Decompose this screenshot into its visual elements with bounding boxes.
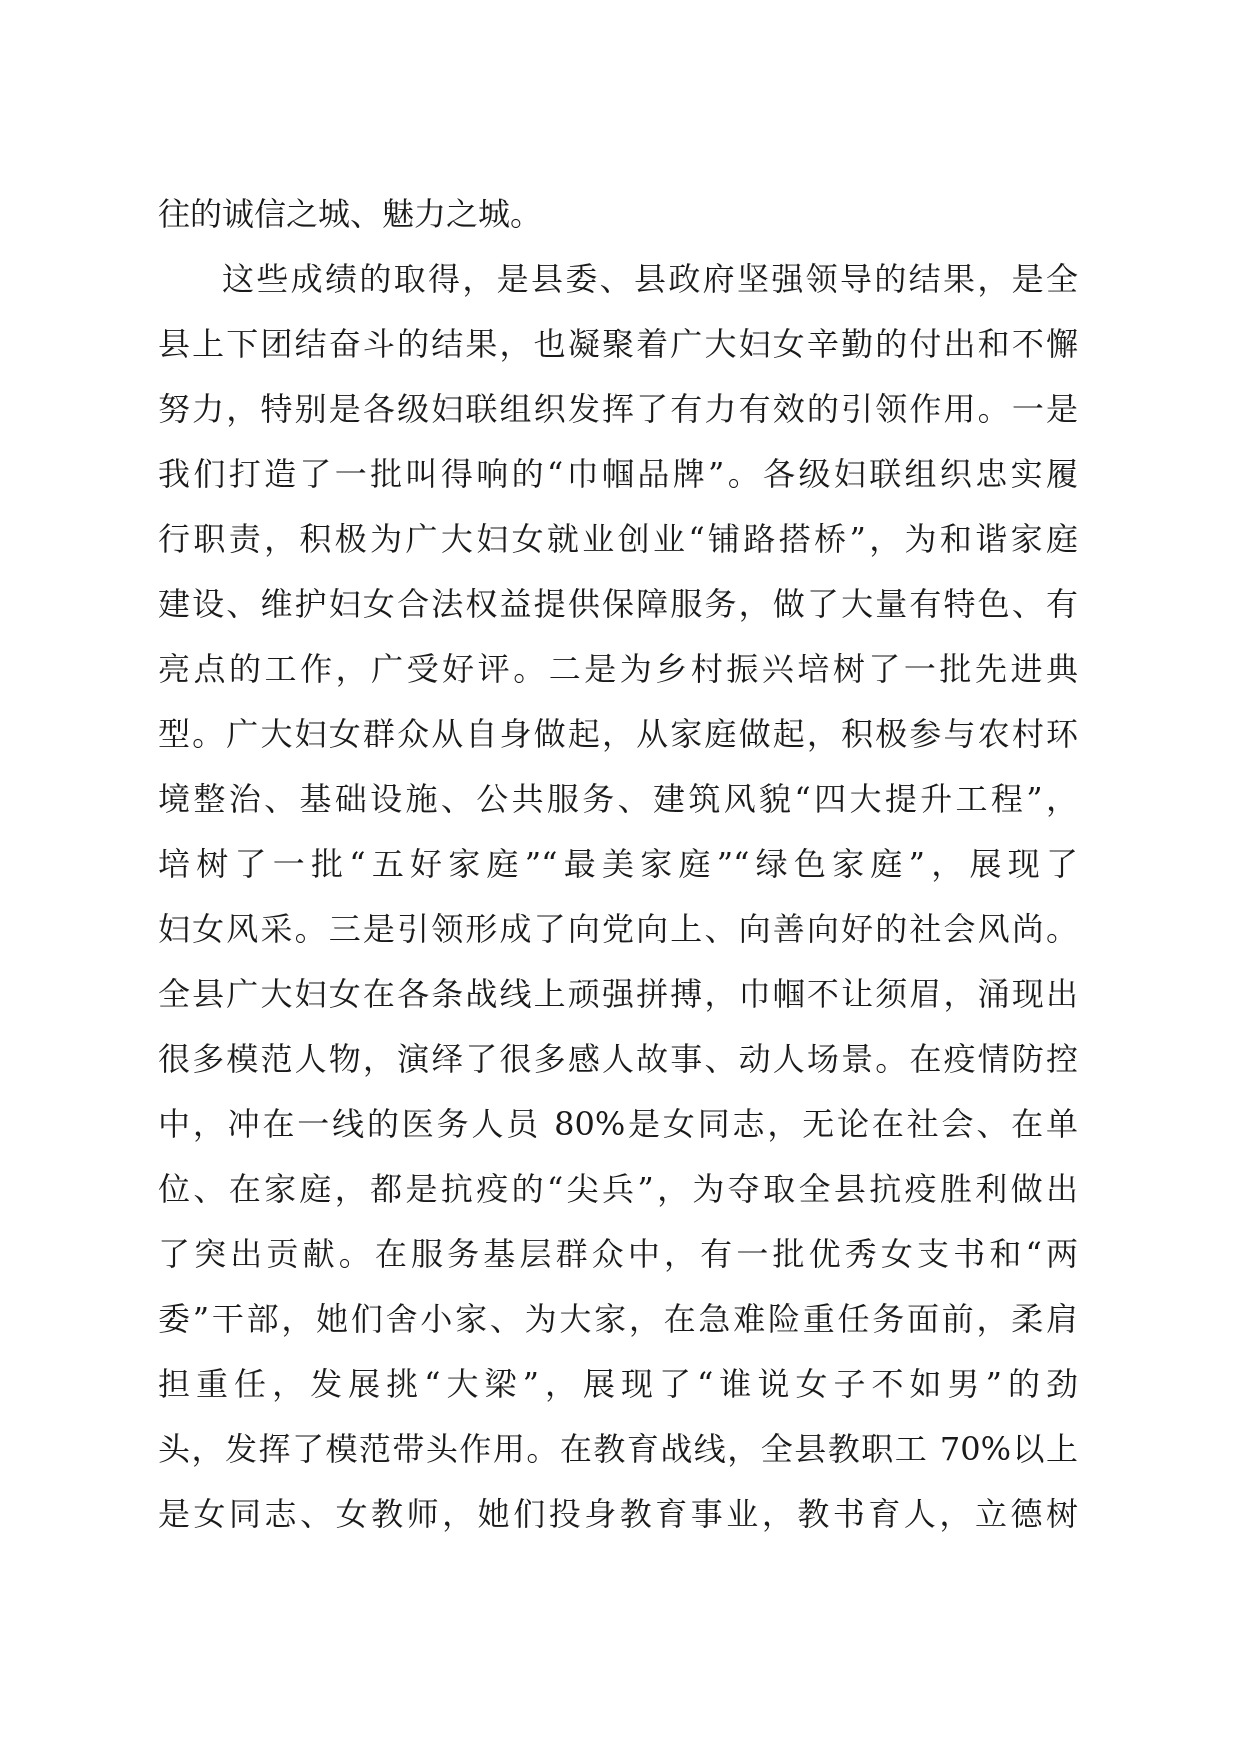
text-line: 妇女风采。三是引领形成了向党向上、向善向好的社会风尚。: [158, 910, 1078, 948]
text-line: 建设、维护妇女合法权益提供保障服务，做了大量有特色、有: [158, 585, 1078, 623]
text-line: 往的诚信之城、魅力之城。: [158, 195, 543, 233]
text-line: 我们打造了一批叫得响的“巾帼品牌”。各级妇联组织忠实履: [158, 455, 1078, 493]
text-line: 培树了一批“五好家庭”“最美家庭”“绿色家庭”，展现了: [158, 845, 1078, 883]
text-line: 努力，特别是各级妇联组织发挥了有力有效的引领作用。一是: [158, 390, 1078, 428]
text-line: 很多模范人物，演绎了很多感人故事、动人场景。在疫情防控: [158, 1040, 1078, 1078]
text-line: 亮点的工作，广受好评。二是为乡村振兴培树了一批先进典: [158, 650, 1078, 688]
text-line: 中，冲在一线的医务人员 80%是女同志，无论在社会、在单: [158, 1105, 1078, 1143]
text-line: 位、在家庭，都是抗疫的“尖兵”，为夺取全县抗疫胜利做出: [158, 1170, 1078, 1208]
text-line: 委”干部，她们舍小家、为大家，在急难险重任务面前，柔肩: [158, 1300, 1078, 1338]
text-line: 型。广大妇女群众从自身做起，从家庭做起，积极参与农村环: [158, 715, 1078, 753]
text-line: 境整治、基础设施、公共服务、建筑风貌“四大提升工程”，: [158, 780, 1078, 818]
text-line: 是女同志、女教师，她们投身教育事业，教书育人，立德树: [158, 1495, 1078, 1533]
text-line: 县上下团结奋斗的结果，也凝聚着广大妇女辛勤的付出和不懈: [158, 325, 1078, 363]
text-line: 行职责，积极为广大妇女就业创业“铺路搭桥”，为和谐家庭: [158, 520, 1078, 558]
text-line: 了突出贡献。在服务基层群众中，有一批优秀女支书和“两: [158, 1235, 1078, 1273]
paragraph-first-line: 这些成绩的取得，是县委、县政府坚强领导的结果，是全: [222, 260, 1078, 298]
text-line: 全县广大妇女在各条战线上顽强拼搏，巾帼不让须眉，涌现出: [158, 975, 1078, 1013]
text-line: 担重任，发展挑“大梁”，展现了“谁说女子不如男”的劲: [158, 1365, 1078, 1403]
text-line: 头，发挥了模范带头作用。在教育战线，全县教职工 70%以上: [158, 1430, 1078, 1468]
